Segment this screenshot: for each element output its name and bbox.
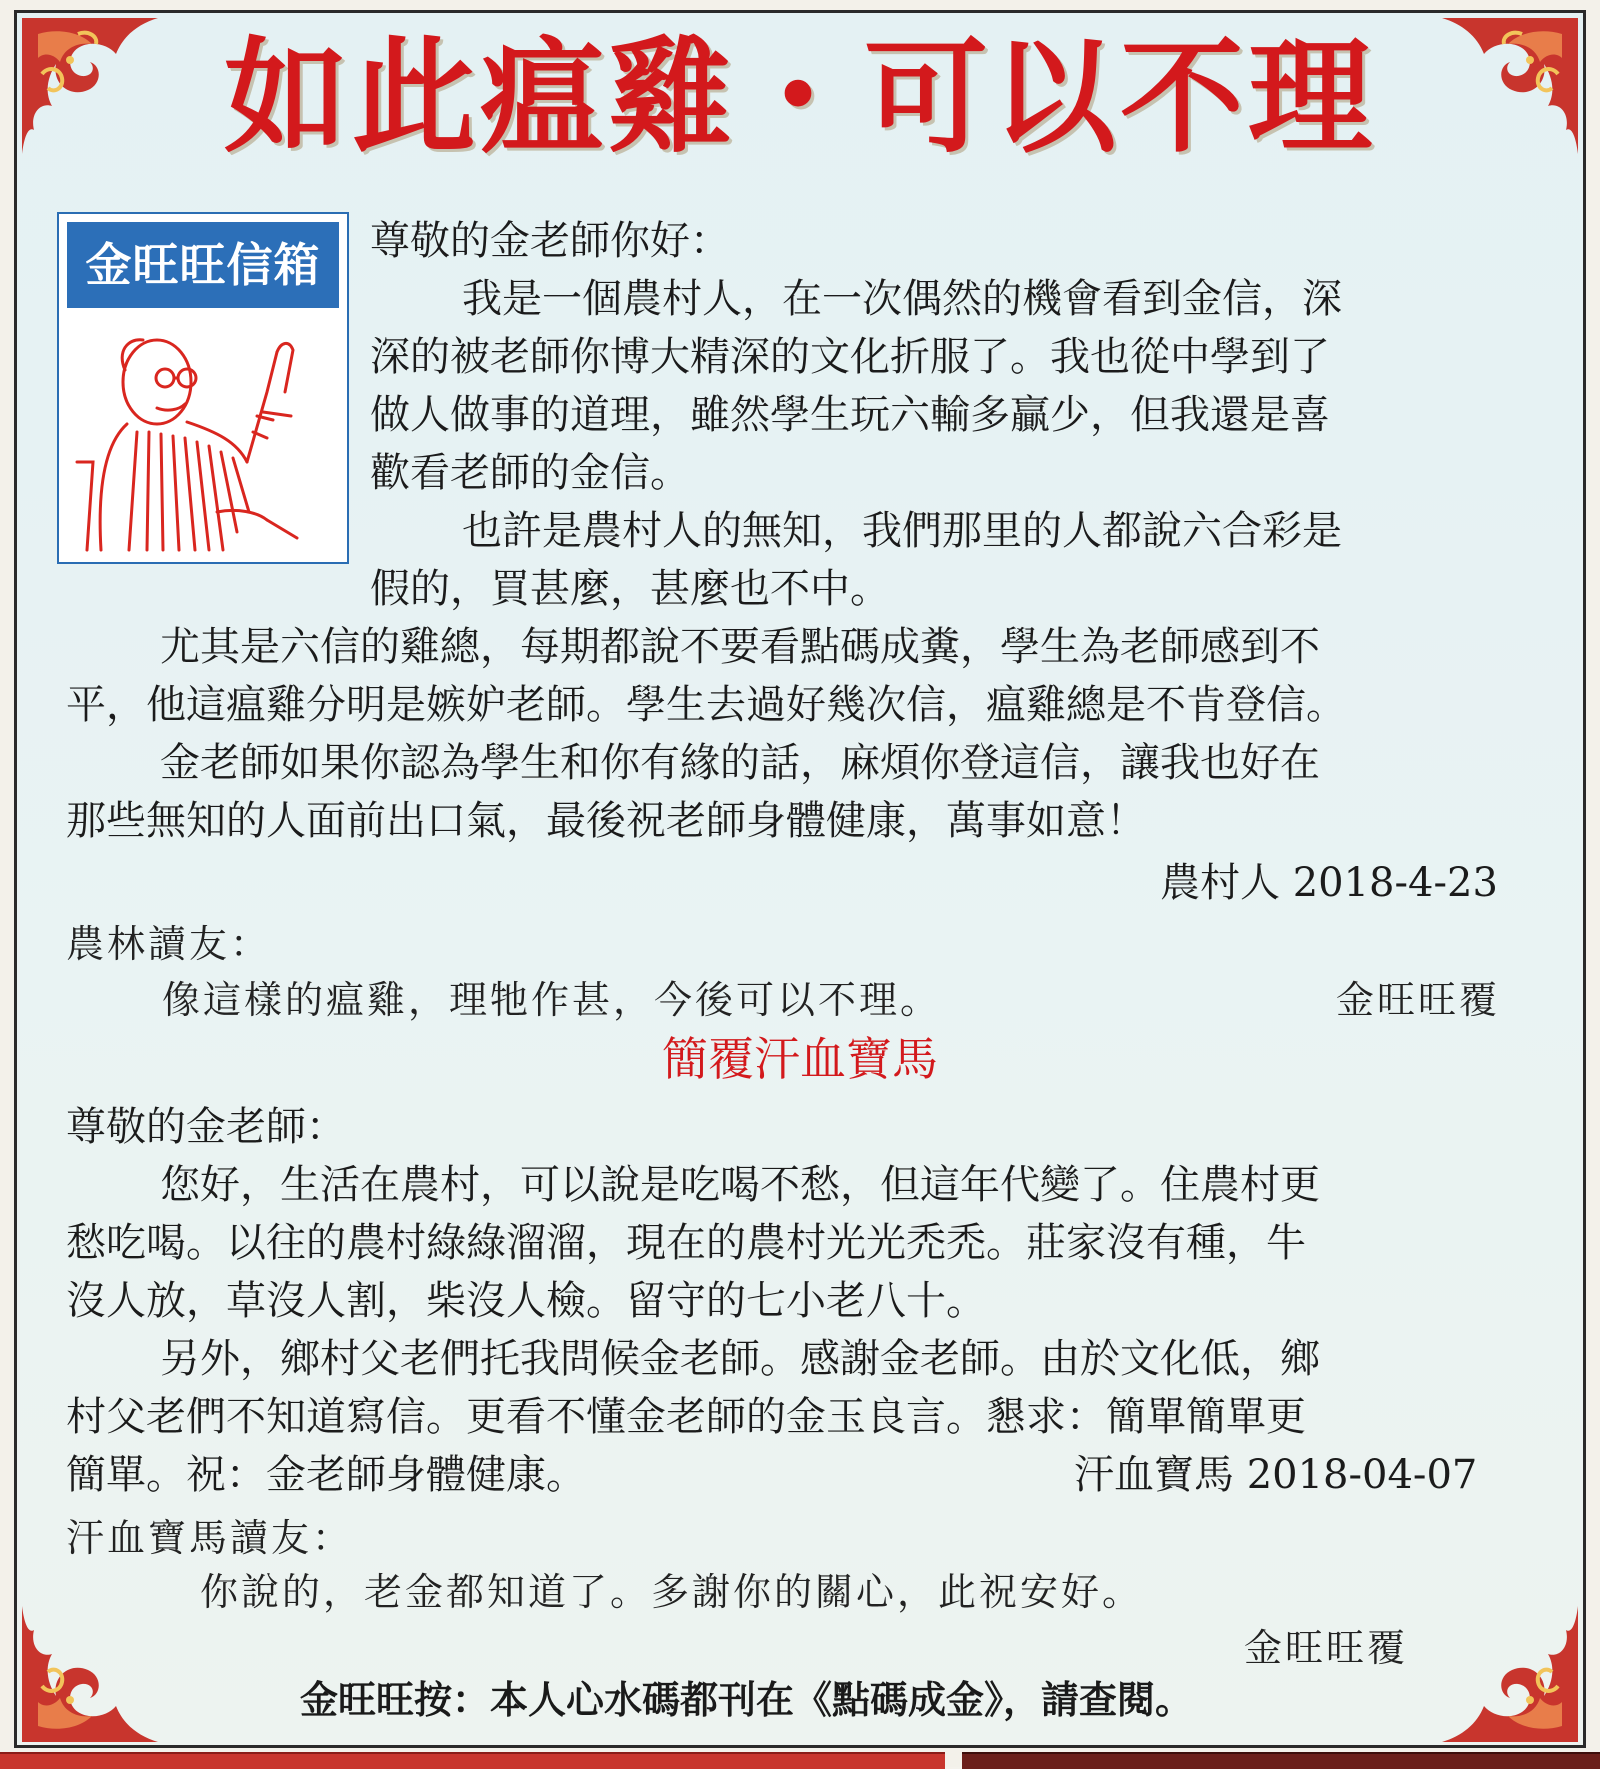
letter1-signature: 農村人 2018-4-23	[1160, 860, 1498, 906]
reply1-signature: 金旺旺覆	[1336, 978, 1501, 1022]
letter1-line: 深的被老師你博大精深的文化折服了。我也從中學到了	[370, 334, 1330, 380]
letter2-line: 愁吃喝。以往的農村綠綠溜溜，現在的農村光光禿禿。莊家沒有種，牛	[66, 1220, 1306, 1266]
letter1-line: 那些無知的人面前出口氣，最後祝老師身體健康，萬事如意！	[66, 798, 1146, 844]
bottom-border-strip	[0, 1752, 1600, 1767]
bottom-strip-dark	[962, 1752, 1600, 1769]
corner-ornament-top-left	[18, 14, 168, 164]
editor-note: 金旺旺按：本人心水碼都刊在《點碼成金》，請查閱。	[300, 1678, 1194, 1722]
letter1-line: 金老師如果你認為學生和你有緣的話，麻煩你登這信，讓我也好在	[160, 740, 1320, 786]
letter2-line: 村父老們不知道寫信。更看不懂金老師的金玉良言。懇求：簡單簡單更	[66, 1394, 1306, 1440]
mailbox-label: 金旺旺信箱	[67, 222, 339, 308]
teacher-illustration	[67, 312, 339, 554]
letter2-greeting: 尊敬的金老師：	[66, 1104, 346, 1150]
letter2-line: 另外，鄉村父老們托我問候金老師。感謝金老師。由於文化低，鄉	[160, 1336, 1320, 1382]
letter1-line: 我是一個農村人，在一次偶然的機會看到金信，深	[462, 276, 1342, 322]
corner-ornament-bottom-right	[1432, 1596, 1582, 1746]
letter2-line: 簡單。祝：金老師身體健康。	[66, 1452, 586, 1498]
reply2-body: 你說的，老金都知道了。多謝你的關心，此祝安好。	[200, 1570, 1144, 1614]
letter2-line: 您好，生活在農村，可以說是吃喝不愁，但這年代變了。住農村更	[160, 1162, 1320, 1208]
headline-title: 如此瘟雞・可以不理	[223, 26, 1376, 170]
letter2-line: 沒人放，草沒人割，柴沒人檢。留守的七小老八十。	[66, 1278, 986, 1324]
reply2-salutation: 汗血寶馬讀友：	[66, 1516, 354, 1560]
corner-ornament-bottom-left	[18, 1596, 168, 1746]
letter1-line: 平，他這瘟雞分明是嫉妒老師。學生去過好幾次信，瘟雞總是不肯登信。	[66, 682, 1346, 728]
letter1-line: 尤其是六信的雞總，每期都說不要看點碼成糞，學生為老師感到不	[160, 624, 1320, 670]
letter2-signature: 汗血寶馬 2018-04-07	[1074, 1452, 1478, 1498]
reply2-signature: 金旺旺覆	[1244, 1626, 1409, 1670]
bottom-strip-red	[0, 1752, 945, 1769]
letter1-line: 做人做事的道理，雖然學生玩六輸多贏少，但我還是喜	[370, 392, 1330, 438]
letter1-greeting: 尊敬的金老師你好：	[370, 218, 730, 264]
section-subtitle: 簡覆汗血寶馬	[662, 1032, 938, 1086]
letter1-line: 假的，買甚麼，甚麼也不中。	[370, 566, 890, 612]
reply1-body: 像這樣的瘟雞，理牠作甚，今後可以不理。	[162, 978, 942, 1022]
mailbox-column-logo	[57, 212, 349, 564]
corner-ornament-top-right	[1432, 14, 1582, 164]
letter1-line: 也許是農村人的無知，我們那里的人都說六合彩是	[462, 508, 1342, 554]
letter1-line: 歡看老師的金信。	[370, 450, 690, 496]
reply1-salutation: 農林讀友：	[66, 922, 272, 966]
